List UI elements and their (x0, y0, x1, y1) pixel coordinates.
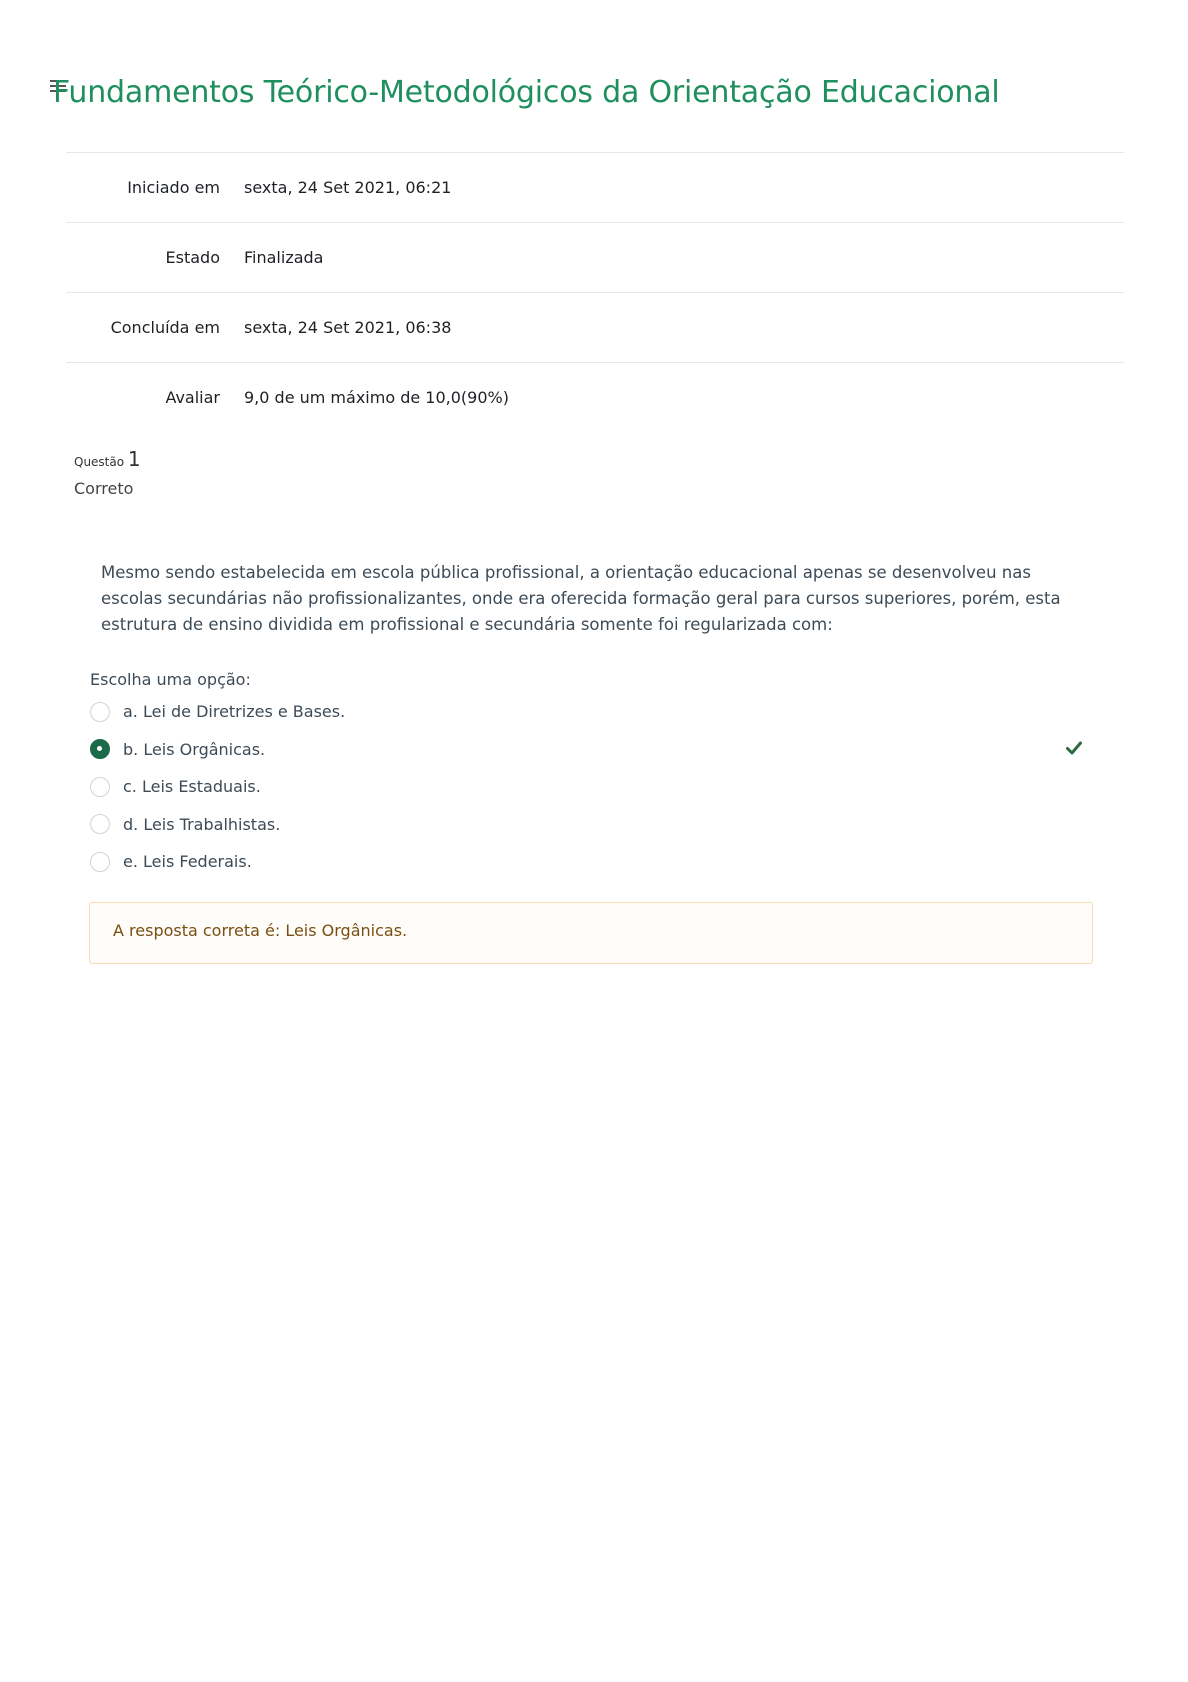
question-text: Mesmo sendo estabelecida em escola pública profissional, a orientação educacional apenas se desenvolveu nas escolas secundárias não profissionalizantes, onde era oferecida formação geral para cursos superiores, porém, esta estrutura de ensino dividida em profissional e secundária somente foi regularizada com: (101, 563, 1061, 634)
answer-label: e. Leis Federais. (123, 852, 252, 872)
answer-label: c. Leis Estaduais. (123, 777, 261, 797)
question-number-value: 1 (127, 447, 141, 471)
question-number (74, 447, 141, 471)
answer-label: d. Leis Trabalhistas. (123, 814, 281, 834)
summary-label: Concluída em (110, 318, 220, 337)
page-title: Fundamentos Teórico-Metodológicos da Orientação Educacional (53, 75, 1000, 110)
feedback-text: A resposta correta é: Leis Orgânicas. (113, 921, 408, 940)
attempt-summary-table (66, 152, 1124, 432)
answer-options (90, 693, 1090, 881)
summary-value: 9,0 de um máximo de 10,0(90%) (244, 388, 509, 407)
radio-button[interactable] (90, 852, 110, 872)
answer-option-c[interactable] (90, 768, 1090, 806)
question-label: Questão (74, 455, 125, 469)
summary-row (66, 293, 1124, 363)
summary-row (66, 153, 1124, 223)
summary-value: sexta, 24 Set 2021, 06:21 (244, 178, 452, 197)
answer-option-e[interactable] (90, 843, 1090, 881)
answer-label: b. Leis Orgânicas. (123, 739, 266, 759)
summary-value: sexta, 24 Set 2021, 06:38 (244, 318, 452, 337)
summary-label: Iniciado em (127, 178, 220, 197)
check-icon (1066, 741, 1082, 755)
summary-row (66, 363, 1124, 433)
summary-row (66, 223, 1124, 293)
answer-label: a. Lei de Diretrizes e Bases. (123, 702, 346, 722)
radio-button-selected[interactable] (90, 739, 110, 759)
question-info (74, 447, 141, 498)
answer-option-b[interactable] (90, 731, 1090, 769)
answer-prompt: Escolha uma opção: (90, 670, 251, 689)
radio-button[interactable] (90, 814, 110, 834)
correct-answer-feedback (89, 902, 1093, 964)
summary-value: Finalizada (244, 248, 324, 267)
radio-button[interactable] (90, 702, 110, 722)
answer-option-d[interactable] (90, 806, 1090, 844)
answer-option-a[interactable] (90, 693, 1090, 731)
summary-label: Avaliar (165, 388, 220, 407)
summary-label: Estado (165, 248, 220, 267)
question-state: Correto (74, 479, 134, 498)
radio-button[interactable] (90, 777, 110, 797)
